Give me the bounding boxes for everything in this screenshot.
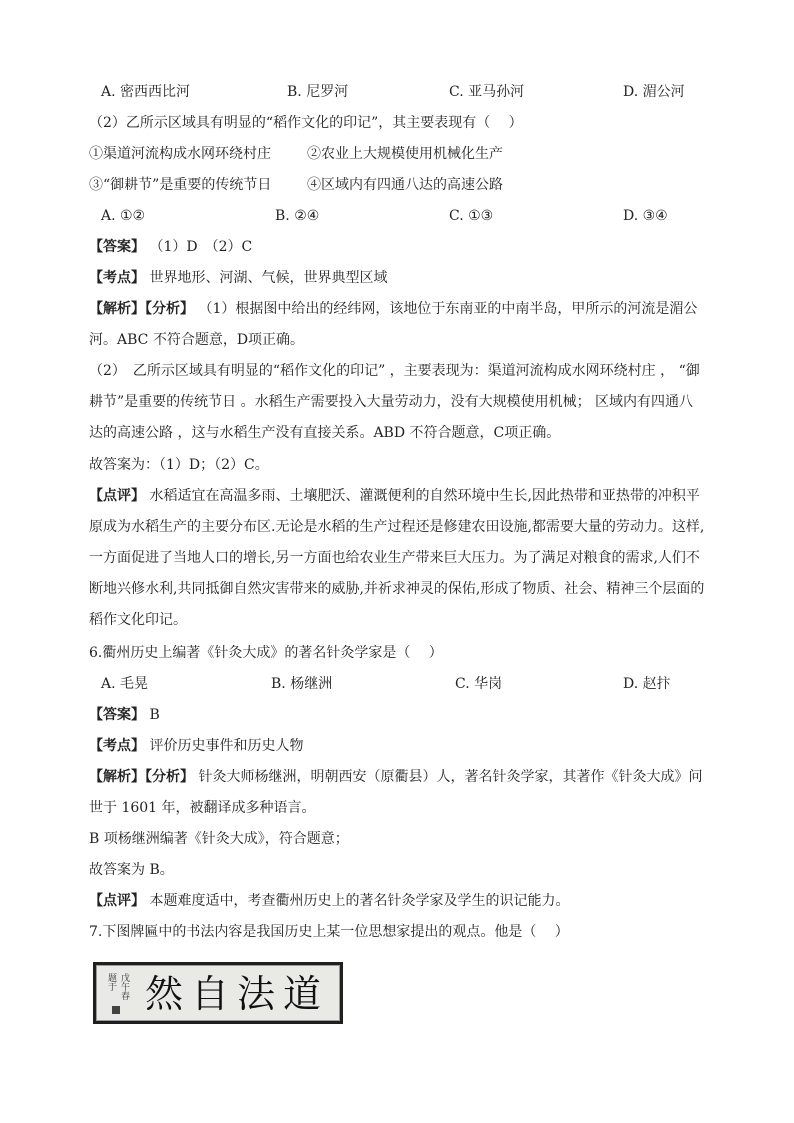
dianping-tag: 【点评】 xyxy=(89,893,145,909)
jiexi-text: 针灸大师杨继洲，明朝西安（原衢县）人，著名针灸学家，其著作《针灸大成》问世于 1601 年，被翻译成多种语言。 xyxy=(89,769,703,816)
q5-dianping xyxy=(89,481,705,636)
statement-1: ①渠道河流构成水网环绕村庄 xyxy=(89,146,271,162)
dianping-tag: 【点评】 xyxy=(89,488,145,504)
q5-statements-row-2 xyxy=(89,175,705,195)
q5-part2-options-row xyxy=(89,206,705,226)
q6-jiexi-3: 故答案为 B。 xyxy=(89,862,174,878)
option-d: D. 赵抃 xyxy=(623,676,671,692)
dianping-text: 本题难度适中，考查衢州历史上的著名针灸学家及学生的识记能力。 xyxy=(149,893,570,909)
kaodian-tag: 【考点】 xyxy=(89,270,145,286)
jiexi-text-1: （1）根据图中给出的经纬网，该地位于东南亚的中南半岛，甲所示的河流是湄公河。ABC 不符合题意，D项正确。 xyxy=(89,301,698,348)
plaque-calligraphy: 然自法道 xyxy=(145,972,330,1016)
calligraphy-plaque-image xyxy=(93,962,343,1024)
q5-jiexi-p3: 故答案为：（1）D；（2）C。 xyxy=(89,457,269,473)
q6-jiexi xyxy=(89,762,705,824)
answer-tag: 【答案】 xyxy=(89,707,145,723)
q6-jiexi-2: B 项杨继洲编著《针灸大成》，符合题意； xyxy=(89,831,349,847)
kaodian-text: 评价历史事件和历史人物 xyxy=(149,738,304,754)
statement-2: ②农业上大规模使用机械化生产 xyxy=(307,146,503,162)
q5-jiexi-p1 xyxy=(89,294,705,356)
q5-answer xyxy=(89,237,705,257)
option-a: A. 毛晃 xyxy=(101,676,149,692)
option-c: C. 华岗 xyxy=(455,676,503,692)
q7-stem: 7.下图牌匾中的书法内容是我国历史上某一位思想家提出的观点。他是（ ） xyxy=(89,924,569,940)
answer-tag: 【答案】 xyxy=(89,239,145,255)
option-a: A. ①② xyxy=(101,208,146,224)
option-c: C. ①③ xyxy=(449,208,494,224)
answer-text: （1）D （2）C xyxy=(149,239,253,255)
jiexi-tag: 【解析】【分析】 xyxy=(89,301,194,317)
q6-dianping xyxy=(89,891,705,911)
kaodian-text: 世界地形、河湖、气候，世界典型区域 xyxy=(149,270,388,286)
q5-part2-stem: （2）乙所示区域具有明显的“稻作文化的印记”，其主要表现有（ ） xyxy=(89,115,523,131)
option-c: C. 亚马孙河 xyxy=(449,84,525,100)
q5-options-row xyxy=(89,82,705,102)
option-b: B. ②④ xyxy=(275,208,320,224)
option-b: B. 杨继洲 xyxy=(271,676,333,692)
q6-answer xyxy=(89,705,705,725)
plaque-inscription-1: 戊午春 xyxy=(119,973,129,1000)
plaque-panel xyxy=(96,965,340,1021)
q5-jiexi-p2: （2） 乙所示区域具有明显的“稻作文化的印记” ，主要表现为：渠道河流构成水网环绕村庄 ， “御耕节”是重要的传统节日 。水稻生产需要投入大量劳动力，没有大规模使用机械； 区域内有四通八达的高速公路 ，这与水稻生产没有直接关系。ABD 不符合题意，C项正确。 xyxy=(89,363,700,441)
q6-options-row xyxy=(89,674,705,694)
statement-3: ③“御耕节”是重要的传统节日 xyxy=(89,177,272,193)
q5-kaodian xyxy=(89,268,705,288)
option-d: D. ③④ xyxy=(623,208,668,224)
q5-statements-row-1 xyxy=(89,144,705,164)
answer-text: B xyxy=(149,707,160,723)
option-b: B. 尼罗河 xyxy=(287,84,349,100)
jiexi-tag: 【解析】【分析】 xyxy=(89,769,194,785)
dianping-text: 水稻适宜在高温多雨、土壤肥沃、灌溉便利的自然环境中生长,因此热带和亚热带的冲积平原成为水稻生产的主要分布区.无论是水稻的生产过程还是修建农田设施,都需要大量的劳动力。这样,一方面促进了当地人口的增长,另一方面也给农业生产带来巨大压力。为了满足对粮食的需求,人们不断地兴修水利,共同抵御自然灾害带来的威胁,并祈求神灵的保佑,形成了物质、社会、精神三个层面的稻作文化印记。 xyxy=(89,488,705,628)
plaque-inscription-2: 题于 xyxy=(106,973,116,991)
red-seal-icon xyxy=(112,1006,120,1014)
option-d: D. 湄公河 xyxy=(623,84,685,100)
statement-4: ④区域内有四通八达的高速公路 xyxy=(307,177,503,193)
kaodian-tag: 【考点】 xyxy=(89,738,145,754)
q6-kaodian xyxy=(89,736,705,756)
option-a: A. 密西西比河 xyxy=(101,84,191,100)
q6-stem: 6.衢州历史上编著《针灸大成》的著名针灸学家是（ ） xyxy=(89,645,443,661)
